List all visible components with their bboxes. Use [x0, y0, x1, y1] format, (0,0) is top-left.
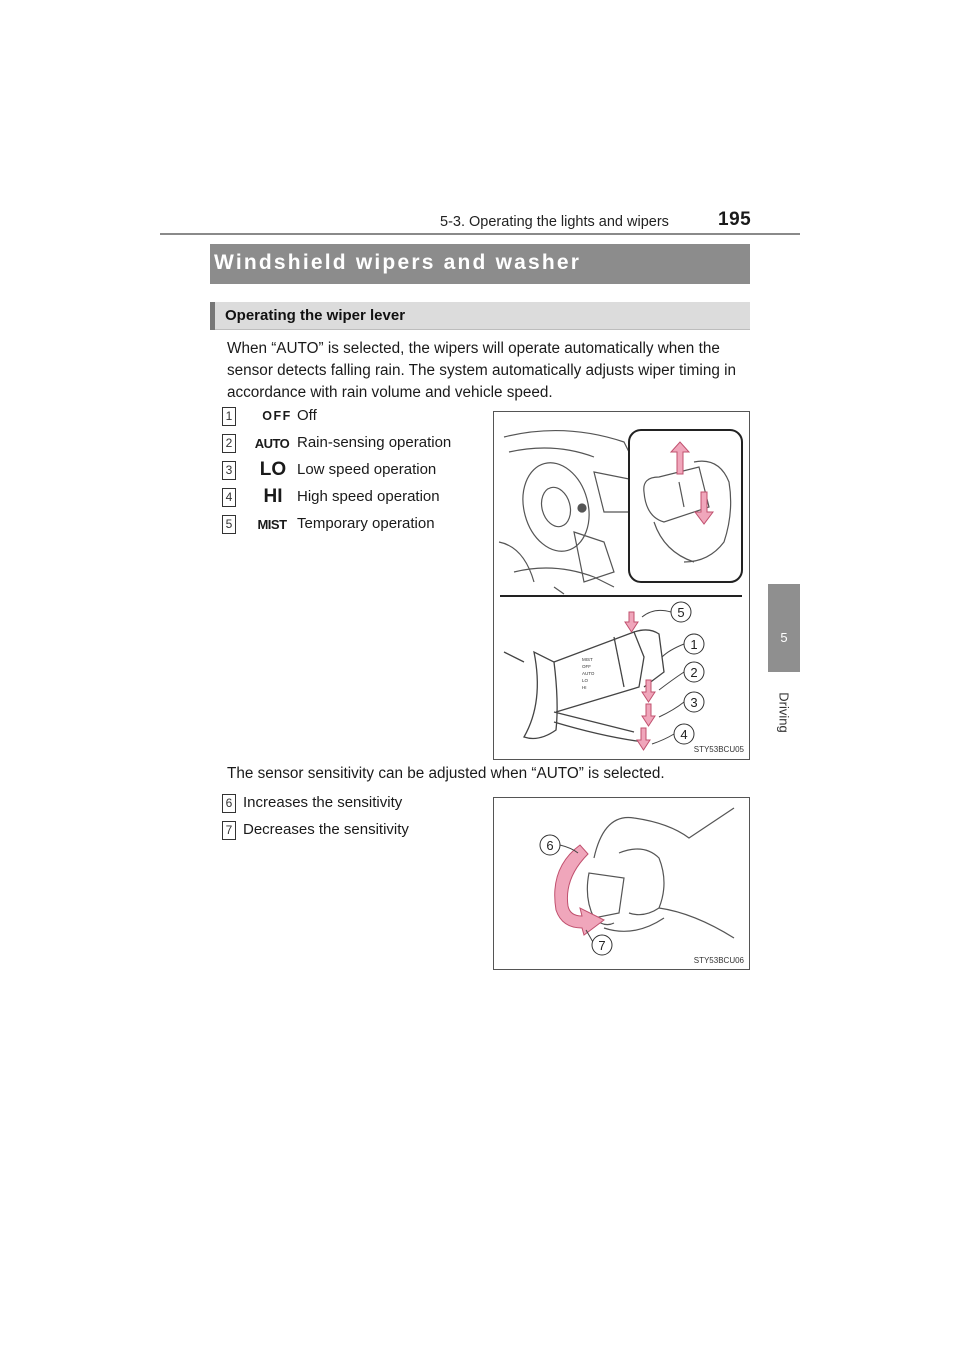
callout-number: 2 — [222, 434, 236, 453]
chapter-number: 5 — [780, 630, 788, 645]
callout-number: 5 — [222, 515, 236, 534]
page-title: Windshield wipers and washer — [214, 251, 582, 274]
hi-symbol-icon: HI — [263, 486, 283, 507]
down-arrow-2-icon — [642, 704, 655, 726]
mode-label: Temporary operation — [297, 515, 435, 532]
sensitivity-item-increase — [222, 793, 482, 815]
off-symbol-icon: OFF — [262, 409, 292, 423]
lever-mark-off: OFF — [582, 664, 591, 669]
figure-code: STY53BCU06 — [693, 956, 744, 965]
lever-mark-mist: MIST — [582, 657, 593, 662]
sensitivity-illustration — [494, 798, 751, 971]
callout-number: 7 — [222, 821, 236, 840]
callout-4: 4 — [680, 727, 688, 742]
lever-mark-lo: LO — [582, 678, 589, 683]
chapter-tab — [768, 584, 800, 672]
mode-label: Low speed operation — [297, 461, 437, 478]
lever-mark-hi: HI — [582, 685, 587, 690]
lever-mark-auto: AUTO — [582, 671, 595, 676]
wiper-lever-illustration — [494, 412, 751, 761]
section-heading: 5-3. Operating the lights and wipers — [440, 214, 669, 230]
subsection-marker — [210, 302, 215, 330]
figure-code: STY53BCU05 — [693, 745, 744, 754]
rotate-arrow-icon — [555, 845, 604, 935]
chapter-name: Driving — [776, 692, 792, 733]
mode-label: Rain-sensing operation — [297, 434, 452, 451]
callout-3: 3 — [690, 695, 698, 710]
callout-6: 6 — [546, 838, 554, 853]
hand-turning-ring-drawing — [587, 808, 734, 938]
mode-item-mist — [222, 514, 482, 536]
callout-5: 5 — [677, 605, 685, 620]
auto-symbol-icon: AUTO — [254, 435, 290, 451]
sensitivity-figure — [493, 797, 750, 970]
mode-item-auto — [222, 433, 482, 455]
wiper-lever-figure — [493, 411, 750, 760]
mode-label: Off — [297, 407, 317, 424]
sensitivity-item-decrease — [222, 820, 482, 842]
cockpit-drawing — [499, 431, 644, 594]
down-arrow-1-icon — [642, 680, 655, 702]
lo-symbol-icon: LO — [259, 459, 287, 480]
header-divider — [160, 233, 800, 235]
sensitivity-intro: The sensor sensitivity can be adjusted when “AUTO” is selected. — [227, 765, 665, 782]
callout-1: 1 — [690, 637, 698, 652]
mode-item-lo — [222, 460, 482, 482]
mode-item-off — [222, 406, 482, 428]
sensitivity-label: Increases the sensitivity — [243, 794, 403, 811]
callout-7: 7 — [598, 938, 606, 953]
callout-number: 3 — [222, 461, 236, 480]
down-arrow-3-icon — [637, 728, 650, 750]
callout-number: 4 — [222, 488, 236, 507]
mode-label: High speed operation — [297, 488, 440, 505]
subsection-title: Operating the wiper lever — [225, 307, 406, 324]
mist-arrow-icon — [625, 612, 638, 632]
mode-item-hi — [222, 487, 482, 509]
page-number: 195 — [718, 209, 752, 230]
callout-number: 1 — [222, 407, 236, 426]
sensitivity-label: Decreases the sensitivity — [243, 821, 409, 838]
intro-paragraph: When “AUTO” is selected, the wipers will operate automatically when the sensor detects falling rain. The system automatically adjusts wiper timing in accordance with rain volume and vehicle speed. — [227, 340, 736, 401]
callout-number: 6 — [222, 794, 236, 813]
mist-symbol-icon: MIST — [257, 516, 287, 532]
callout-2: 2 — [690, 665, 698, 680]
